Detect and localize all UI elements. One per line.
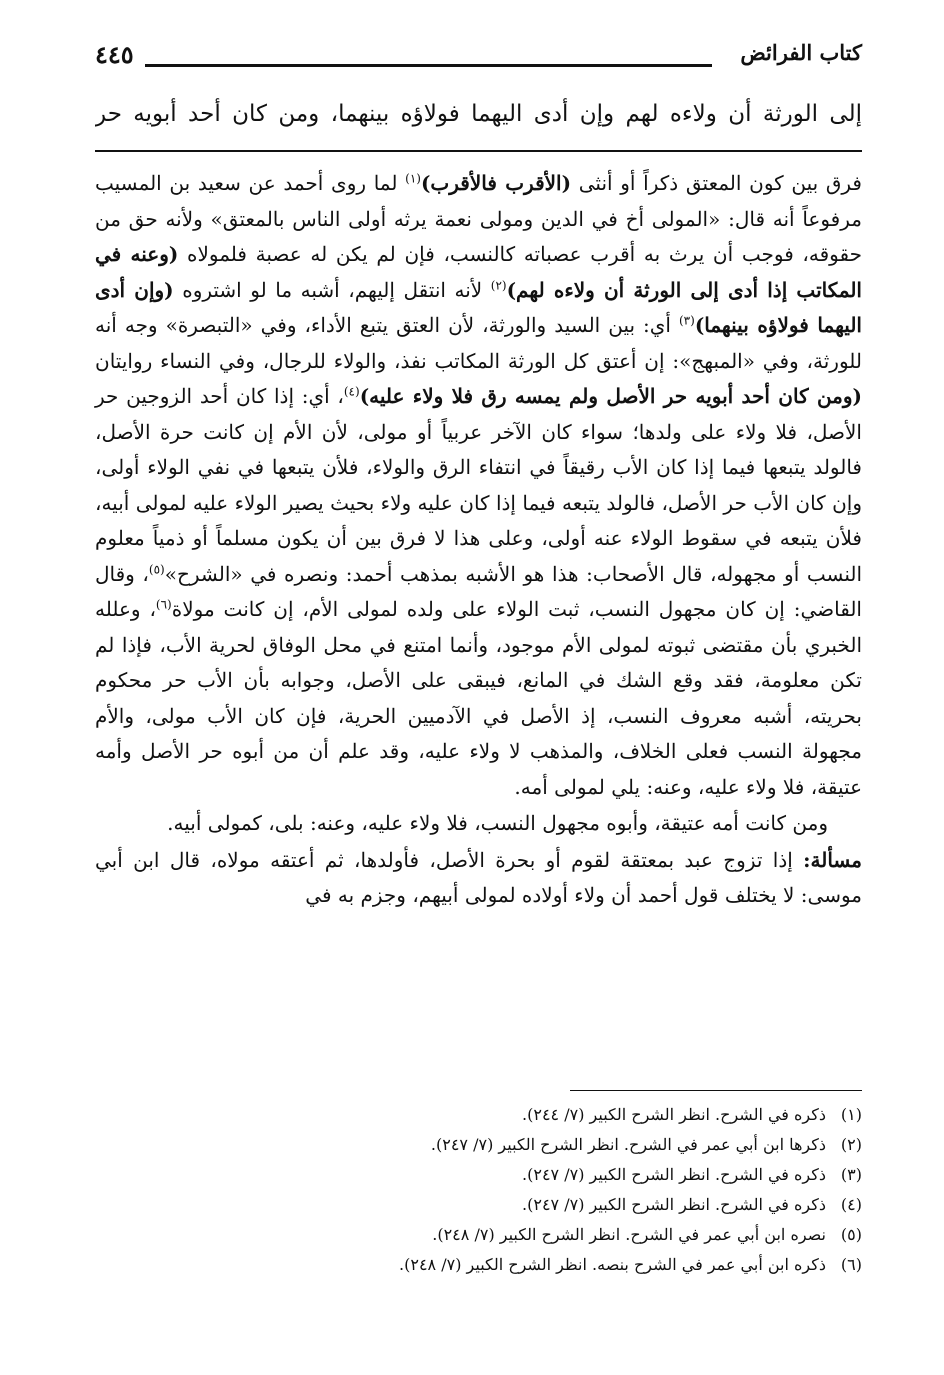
footnote-text: ذكره ابن أبي عمر في الشرح بنصه. انظر الشرح الكبير (٧/ ٢٤٨).: [399, 1255, 826, 1274]
quoted-matn: (وإن أدى اليهما فولاؤه بينهما): [95, 277, 862, 337]
commentary-paragraph: ومن كانت أمه عتيقة، وأبوه مجهول النسب، فلا ولاء عليه، وعنه: بلى، كمولى أبيه.: [167, 811, 828, 835]
page-header: [95, 40, 862, 80]
page-number: ٤٤٥: [95, 40, 134, 69]
footnote-item: [95, 1250, 862, 1280]
masala-label: مسألة:: [803, 847, 862, 872]
text-run: أي: بين السيد والورثة، لأن العتق يتبع الأداء، وفي «التبصرة» وجه أنه للورثة، وفي «المبهج»: إن أعتق كل الورثة المكاتب نفذ، والولاء للرجال، وفي النساء روايتان: [95, 313, 862, 373]
footnote-number: (٤): [840, 1195, 862, 1214]
footnote-ref: (٦): [155, 597, 172, 612]
text-run: لأنه انتقل إليهم، أشبه ما لو اشتروه: [173, 277, 491, 302]
text-run: ، وقال القاضي: إن كان مجهول النسب، ثبت الولاء على ولده لمولى الأم، إن كانت مولاة: [95, 561, 862, 621]
footnote-text: ذكره في الشرح. انظر الشرح الكبير (٧/ ٢٤٧).: [522, 1165, 826, 1184]
footnote-ref: (١): [405, 171, 421, 186]
footnote-text: ذكرها ابن أبي عمر في الشرح. انظر الشرح الكبير (٧/ ٢٤٧).: [430, 1135, 826, 1154]
footnote-number: (٥): [840, 1225, 862, 1244]
footnote-number: (٢): [840, 1135, 862, 1154]
footnote-number: (١): [840, 1105, 862, 1124]
footnote-item: [95, 1130, 862, 1160]
footnote-item: [95, 1220, 862, 1250]
footnotes: [95, 1100, 862, 1280]
quoted-matn: (وعنه في المكاتب إذا أدى إلى الورثة أن ولاءه لهم): [95, 242, 862, 302]
text-run: إذا تزوج عبد بمعتقة لقوم أو بحرة الأصل، فأولدها، ثم أعتقه مولاه، قال ابن أبي موسى: لا يختلف قول أحمد أن ولاء أولاده لمولى أبيهم، وجزم به في: [95, 847, 862, 907]
footnote-separator: [570, 1090, 862, 1091]
footnote-number: (٣): [840, 1165, 862, 1184]
commentary-paragraph: [95, 843, 862, 914]
header-rule: [145, 64, 712, 67]
footnote-ref: (٣): [678, 313, 695, 328]
footnote-ref: (٢): [490, 277, 507, 292]
text-run: لما روى أحمد عن سعيد بن المسيب مرفوعاً أنه قال: «المولى أخ في الدين ومولى نعمة يرثه أولى الناس بالمعتق» ولأنه حق من حقوقه، فوجب أن يرث به أقرب عصباته كالنسب، فإن لم يكن له عصبة فلمولاه: [95, 171, 862, 266]
quoted-matn: (الأقرب فالأقرب): [420, 171, 572, 195]
footnote-item: [95, 1160, 862, 1190]
matn-separator: [95, 150, 862, 152]
quoted-matn: (ومن كان أحد أبويه حر الأصل ولم يمسه رق فلا ولاء عليه): [359, 384, 862, 408]
commentary-paragraph: [95, 166, 862, 805]
footnote-ref: (٥): [148, 561, 165, 576]
commentary: [95, 166, 862, 914]
footnote-text: نصره ابن أبي عمر في الشرح. انظر الشرح الكبير (٧/ ٢٤٨).: [432, 1225, 826, 1244]
text-run: فرق بين كون المعتق ذكراً أو أنثى: [571, 171, 862, 195]
footnote-item: [95, 1190, 862, 1220]
footnote-text: ذكره في الشرح. انظر الشرح الكبير (٧/ ٢٤٧).: [522, 1195, 826, 1214]
footnote-number: (٦): [840, 1255, 862, 1274]
footnote-item: [95, 1100, 862, 1130]
footnote-ref: (٤): [343, 384, 360, 399]
footnote-text: ذكره في الشرح. انظر الشرح الكبير (٧/ ٢٤٤).: [522, 1105, 826, 1124]
matn-text: إلى الورثة أن ولاءه لهم وإن أدى اليهما فولاؤه بينهما، ومن كان أحد أبويه حر: [95, 101, 862, 127]
text-run: ، أي: إذا كان أحد الزوجين حر الأصل، فلا ولاء على ولدها؛ سواء كان الآخر عربياً أو مولى، لأن الأم إن كانت حرة الأصل، فالولد يتبعها فيما إذا كان الأب رقيقاً في انتفاء الرق والولاء، فلأن يتبعها في نفي الولاء أولى، وإن كان الأب حر الأصل، فالولد يتبعه فيما إذا كان عليه ولاء بحيث يصير الولاء عليه لمولى أبيه، فلأن يتبعه في سقوط الولاء عنه أولى، وعلى هذا لا فرق بين أن يكون مسلماً أو ذمياً معلوم النسب أو مجهوله، قال الأصحاب: هذا هو الأشبه بمذهب أحمد: ونصره في «الشرح»: [95, 384, 863, 586]
text-run: ، وعلله الخبري بأن مقتضى ثبوته لمولى الأم موجود، وأنما امتنع في محل الوفاق لحرية الأب، فإذا لم تكن معلومة، فقد وقع الشك في المانع، فيبقى على الأصل، وجوابه بأن الأب حر محكوم بحريته، أشبه معروف النسب، إذ الأصل في الآدميين الحرية، فإن كان الأب مولى، والأم مجهولة النسب فعلى الخلاف، والمذهب لا ولاء عليه، وقد علم أن من أبوه حر الأصل وأمه عتيقة، فلا ولاء عليه، وعنه: يلي لمولى أمه.: [95, 597, 863, 799]
book-title: كتاب الفرائض: [740, 40, 862, 65]
